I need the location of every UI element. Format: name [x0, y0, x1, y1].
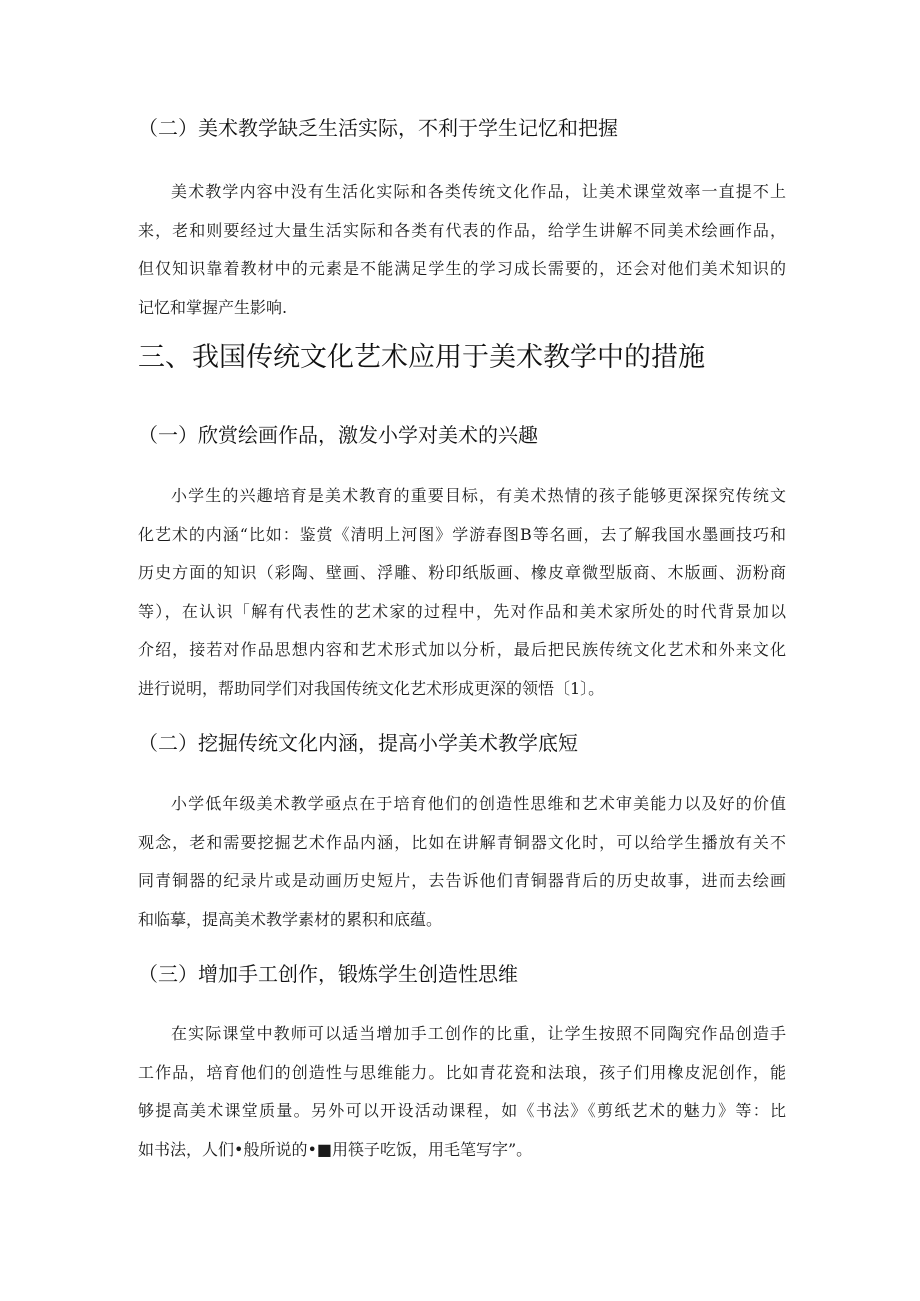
paragraph-line: 同青铜器的纪录片或是动画历史短片，去告诉他们青铜器背后的历史故事，进而去绘画 — [138, 871, 786, 890]
section-heading-3: （二）挖掘传统文化内涵，提高小学美术教学底短 — [138, 731, 578, 755]
section-heading-1: （二）美术教学缺乏生活实际，不利于学生记忆和把握 — [138, 116, 618, 140]
paragraph-line: 工作品，培育他们的创造性与思维能力。比如青花瓷和法琅，孩子们用橡皮泥创作，能 — [138, 1062, 786, 1082]
paragraph-line: 化艺术的内涵“比如：鉴赏《清明上河图》学游春图B等名画，去了解我国水墨画技巧和 — [138, 524, 786, 544]
section-heading-4: （三）增加手工创作，锻炼学生创造性思维 — [138, 962, 518, 986]
paragraph-line: 介绍，接若对作品思想内容和艺术形式加以分析，最后把民族传统文化艺术和外来文化 — [138, 640, 786, 659]
paragraph-1 — [138, 173, 786, 327]
paragraph-line: 如书法，人们•般所说的•■用筷子吃饭，用毛笔写字”。 — [138, 1139, 533, 1159]
paragraph-3 — [138, 785, 786, 939]
paragraph-line: 记忆和掌握产生影响. — [138, 297, 288, 317]
paragraph-line: 小学低年级美术教学亟点在于培育他们的创造性思维和艺术审美能力以及好的价值 — [171, 794, 786, 813]
paragraph-line: 但仅知识靠着教材中的元素是不能满足学生的学习成长需要的，还会对他们美术知识的 — [138, 259, 786, 278]
paragraph-line: 进行说明，帮助同学们对我国传统文化艺术形成更深的领悟〔1〕。 — [138, 678, 605, 698]
section-heading-2: （一）欣赏绘画作品，激发小学对美术的兴趣 — [138, 423, 538, 447]
paragraph-line: 观念，老和需要挖掘艺术作品内涵，比如在讲解青铜器文化时，可以给学生播放有关不 — [138, 832, 786, 852]
paragraph-2 — [138, 477, 786, 708]
chapter-heading: 三、我国传统文化艺术应用于美术教学中的措施 — [138, 342, 705, 373]
paragraph-line: 够提高美术课堂质量。另外可以开设活动课程，如《书法》《剪纸艺术的魅力》等：比 — [138, 1101, 786, 1120]
paragraph-line: 在实际课堂中教师可以适当增加手工创作的比重，让学生按照不同陶究作品创造手 — [171, 1024, 786, 1043]
paragraph-line: 来，老和则要经过大量生活实际和各类有代表的作品，给学生讲解不同美术绘画作品， — [138, 220, 786, 240]
paragraph-line: 和临摹，提高美术教学素材的累积和底蕴。 — [138, 909, 443, 929]
paragraph-line: 历史方面的知识（彩陶、壁画、浮雕、粉印纸版画、橡皮章微型版商、木版画、沥粉商 — [138, 563, 786, 582]
paragraph-line: 等），在认识「解有代表性的艺术家的过程中，先对作品和美术家所处的时代背景加以 — [138, 601, 786, 621]
paragraph-line: 小学生的兴趣培育是美术教育的重要目标，有美术热情的孩子能够更深探究传统文 — [171, 486, 786, 505]
paragraph-4 — [138, 1015, 786, 1169]
paragraph-line: 美术教学内容中没有生活化实际和各类传统文化作品，让美术课堂效率一直提不上 — [171, 182, 786, 201]
